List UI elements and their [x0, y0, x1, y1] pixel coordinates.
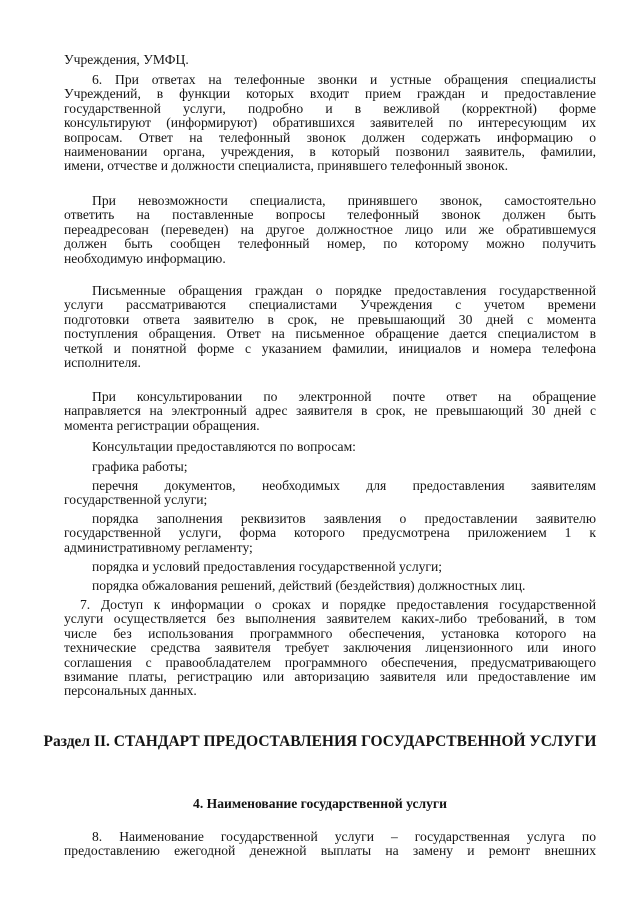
text-line: имени, отчестве и должности специалиста, принявшего телефонный звонок. [64, 158, 508, 174]
text-line: предоставлению ежегодной денежной выплаты на замену и ремонт внешних [64, 843, 596, 859]
text-line: услуги осуществляется без выполнения заявителем каких-либо требований, в том [64, 611, 596, 627]
text-line: персональных данных. [64, 683, 197, 699]
text-line: порядка и условий предоставления государственной услуги; [92, 559, 443, 574]
list-item-requisites [64, 512, 596, 555]
list-item-schedule [64, 460, 596, 474]
section-heading: Раздел II. СТАНДАРТ ПРЕДОСТАВЛЕНИЯ ГОСУДАРСТВЕННОЙ УСЛУГИ [43, 733, 597, 750]
text-line: 8. Наименование государственной услуги – государственная услуга по [92, 829, 596, 844]
text-line: переадресован (переведен) на другое должностное лицо или же обратившемуся [64, 221, 596, 237]
text-line: При консультировании по электронной почте ответ на обращение [92, 389, 596, 404]
text-line: исполнителя. [64, 355, 141, 371]
text-line: технические средства заявителя требует заключения лицензионного или иного [64, 640, 596, 656]
text-line: административному регламенту; [64, 539, 253, 555]
text-line: графика работы; [92, 459, 188, 474]
subsection-heading: 4. Наименование государственной услуги [193, 796, 447, 811]
paragraph-impossibility [64, 194, 596, 266]
text-line: подготовки ответа заявителю в срок, не превышающий 30 дней с момента [64, 311, 596, 327]
text-line: направляется на электронный адрес заявителя в срок, не превышающий 30 дней с [64, 403, 596, 419]
text-line: Письменные обращения граждан о порядке предоставления государственной [92, 283, 596, 298]
text-line: консультируют (информируют) обратившихся заявителей по интересующим их [64, 115, 596, 131]
text-line: наименовании органа, учреждения, в который позвонил заявитель, фамилии, [64, 144, 596, 160]
text-line: государственной услуги, форма которого предусмотрена приложением 1 к [64, 525, 596, 541]
text-line: услуги рассматриваются специалистами Учреждения с учетом времени [64, 297, 596, 313]
consultation-intro [64, 440, 596, 454]
text-line: При невозможности специалиста, принявшего звонок, самостоятельно [92, 193, 596, 208]
list-item-procedure [64, 560, 596, 574]
text-line: ответить на поставленные вопросы телефонный звонок должен быть [64, 207, 596, 223]
list-item-documents [64, 479, 596, 508]
paragraph-6 [64, 73, 596, 174]
paragraph-email-consulting [64, 390, 596, 433]
text-line: соглашения с правообладателем программного обеспечения, предусматривающего [64, 654, 596, 670]
text-line: перечня документов, необходимых для предоставления заявителям [92, 478, 596, 493]
text-line: государственной услуги, подробно и в вежливой (корректной) форме [64, 100, 596, 116]
text-line: Учреждений, в функции которых входит прием граждан и предоставление [64, 86, 596, 102]
text-line: поступления обращения. Ответ на письменное обращение дается специалистом в [64, 326, 596, 342]
text-line: порядка обжалования решений, действий (бездействия) должностных лиц. [92, 578, 526, 593]
text-line: Учреждения, УМФЦ. [64, 52, 189, 67]
text-line: взимание платы, регистрацию или авторизацию заявителя или предоставление им [64, 669, 596, 685]
text-line: четкой и понятной форме с указанием фамилии, инициалов и номера телефона [64, 340, 596, 356]
text-line: момента регистрации обращения. [64, 417, 260, 433]
paragraph-7 [64, 598, 596, 699]
paragraph-written-appeals [64, 284, 596, 370]
text-line: Консультации предоставляются по вопросам: [92, 439, 356, 454]
text-line: необходимую информацию. [64, 250, 226, 266]
text-line: 7. Доступ к информации о сроках и порядке предоставления государственной [80, 597, 596, 612]
paragraph-8 [64, 830, 596, 859]
text-line: должен быть сообщен телефонный номер, по которому можно получить [64, 236, 596, 252]
paragraph-intro [64, 53, 596, 67]
list-item-appeal [64, 579, 596, 593]
text-line: государственной услуги; [64, 492, 208, 508]
text-line: порядка заполнения реквизитов заявления о предоставлении заявителю [92, 511, 596, 526]
text-line: вопросам. Ответ на телефонный звонок должен содержать информацию о [64, 129, 596, 145]
text-line: числе без использования программного обеспечения, установка которого на [64, 625, 596, 641]
text-line: 6. При ответах на телефонные звонки и устные обращения специалисты [92, 72, 596, 87]
